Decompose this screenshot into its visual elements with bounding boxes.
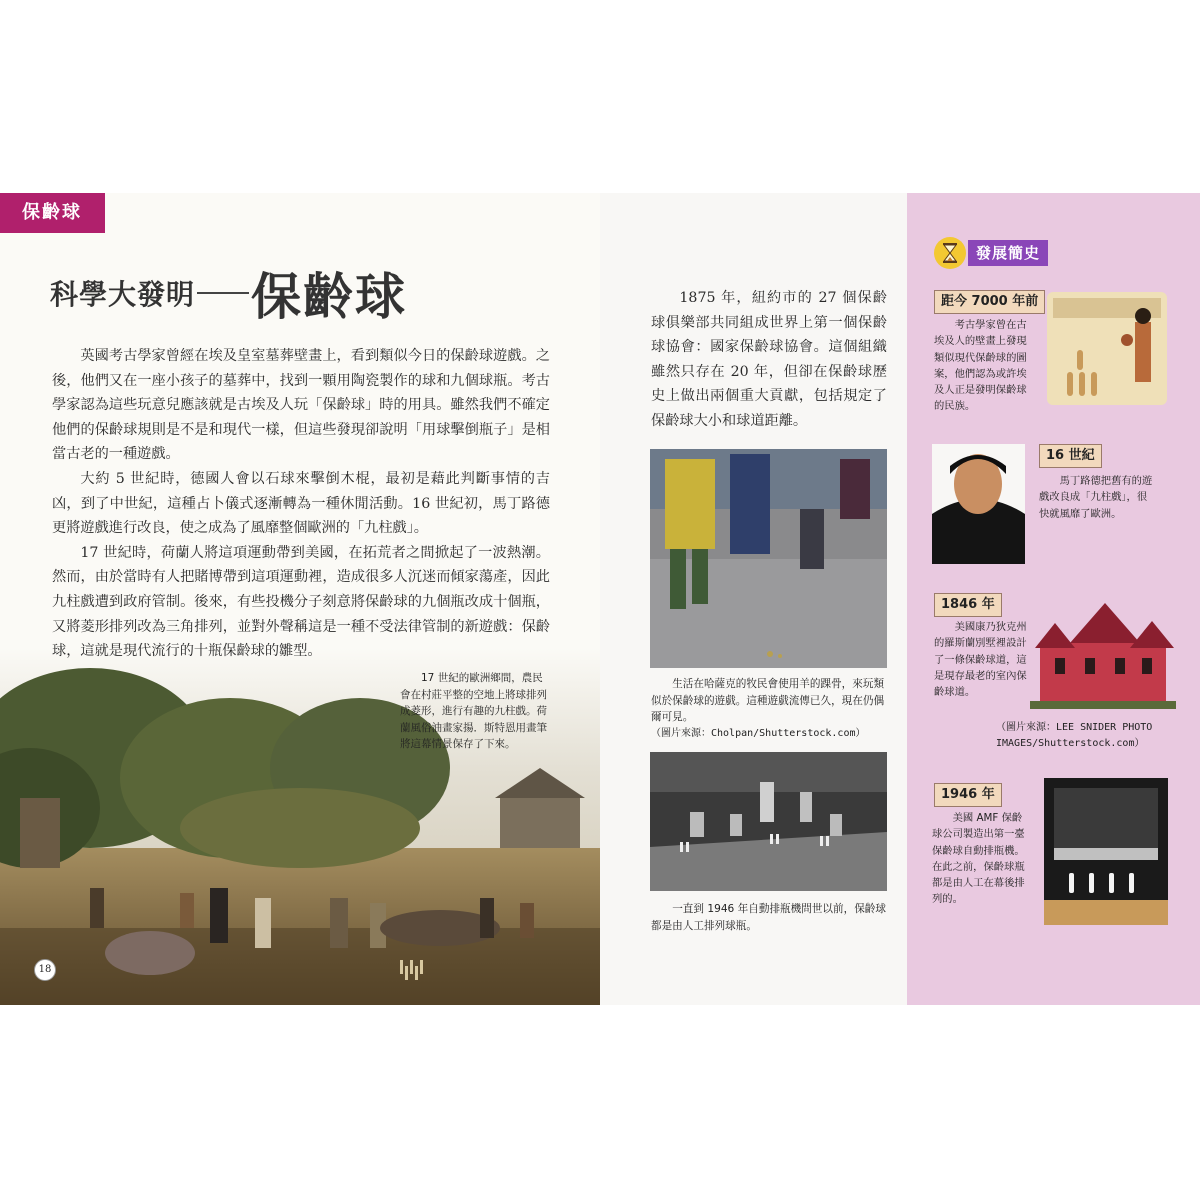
martin-luther-portrait — [932, 444, 1025, 564]
timeline-label: 16 世紀 — [1039, 444, 1102, 468]
photo1-credit: （圖片來源：Cholpan/Shutterstock.com） — [651, 728, 866, 739]
left-body-text — [52, 344, 550, 664]
title-main: 保齡球 — [251, 268, 408, 326]
book-spread — [0, 193, 1200, 1005]
painting-caption: 17 世紀的歐洲鄉間，農民會在村莊平整的空地上將球排列成菱形，進行有趣的九柱戲。荷蘭風俗油畫家揚．斯特恩用畫筆將這幕情景保存了下來。 — [400, 672, 547, 750]
roseland-cottage-image — [1030, 603, 1176, 709]
body-paragraph: 17 世紀時，荷蘭人將這項運動帶到美國，在拓荒者之間掀起了一波熱潮。然而，由於當時有人把賭博帶到這項運動裡，造成很多人沉迷而傾家蕩產，因此九柱戲遭到政府管制。後來，有些投機分子刻意將保齡球的九個瓶改成十個瓶，又將菱形排列改為三角排列，並對外聲稱這是一種不受法律管制的新遊戲：保齡球，這就是現代流行的十瓶保齡球的雛型。 — [52, 544, 550, 660]
left-page — [0, 193, 600, 1005]
photo2-caption: 一直到 1946 年自動排瓶機問世以前，保齡球都是由人工排列球瓶。 — [651, 903, 886, 932]
section-tab: 保齡球 — [0, 193, 105, 233]
timeline-text: 美國 AMF 保齡球公司製造出第一臺保齡球自動排瓶機。在此之前，保齡球瓶都是由人工在幕後排列的。 — [932, 812, 1025, 906]
body-paragraph: 大約 5 世紀時，德國人會以石球來擊倒木棍，最初是藉此判斷事情的吉凶，到了中世紀，這種占卜儀式逐漸轉為一種休閒活動。16 世紀初，馬丁路德更將遊戲進行改良，使之成為了風靡整個歐洲的「九柱戲」。 — [52, 470, 550, 537]
timeline-label: 1946 年 — [934, 783, 1002, 807]
roseland-image-credit: （圖片來源：LEE SNIDER PHOTO IMAGES/Shutterstock.com） — [996, 722, 1153, 749]
history-title: 發展簡史 — [968, 240, 1048, 266]
hourglass-icon — [934, 237, 966, 269]
timeline-text: 馬丁路德把舊有的遊戲改良成「九柱戲」，很快就風靡了歐洲。 — [1039, 475, 1153, 520]
pinsetter-machine-image — [1044, 778, 1168, 925]
title-prefix: 科學大發明 — [50, 278, 196, 311]
kazakh-game-photo — [650, 449, 887, 668]
photo1-caption: 生活在哈薩克的牧民會使用羊的踝骨，來玩類似於保齡球的遊戲。這種遊戲流傳已久，現在仍偶爾可見。 — [651, 678, 885, 723]
timeline-label: 1846 年 — [934, 593, 1002, 617]
page-title — [50, 257, 550, 327]
body-paragraph: 英國考古學家曾經在埃及皇室墓葬壁畫上，看到類似今日的保齡球遊戲。之後，他們又在一座小孩子的墓葬中，找到一顆用陶瓷製作的球和九個球瓶。考古學家認為這些玩意兒應該就是古埃及人玩「保齡球」時的用具。雖然我們不確定他們的保齡球規則是不是和現代一樣，但這些發現卻說明「用球擊倒瓶子」是相當古老的一種遊戲。 — [52, 348, 550, 463]
timeline-text: 美國康乃狄克州的羅斯蘭別墅裡設計了一條保齡球道，這是現存最老的室內保齡球道。 — [934, 621, 1027, 699]
egyptian-mural-image — [1047, 292, 1167, 405]
pinsetters-photo — [650, 752, 887, 891]
page-number-left: 18 — [34, 959, 56, 981]
timeline-text: 考古學家曾在古埃及人的壁畫上發現類似現代保齡球的圖案，他們認為或許埃及人正是發明保齡球的民族。 — [934, 319, 1027, 413]
timeline-label: 距今 7000 年前 — [934, 290, 1045, 314]
right-intro-text: 1875 年，紐約市的 27 個保齡球俱樂部共同組成世界上第一個保齡球協會：國家保齡球協會。這個組織雖然只存在 20 年，但卻在保齡球歷史上做出兩個重大貢獻，包括規定了保齡球大小和球道距離。 — [651, 290, 887, 429]
title-dash — [197, 292, 249, 294]
